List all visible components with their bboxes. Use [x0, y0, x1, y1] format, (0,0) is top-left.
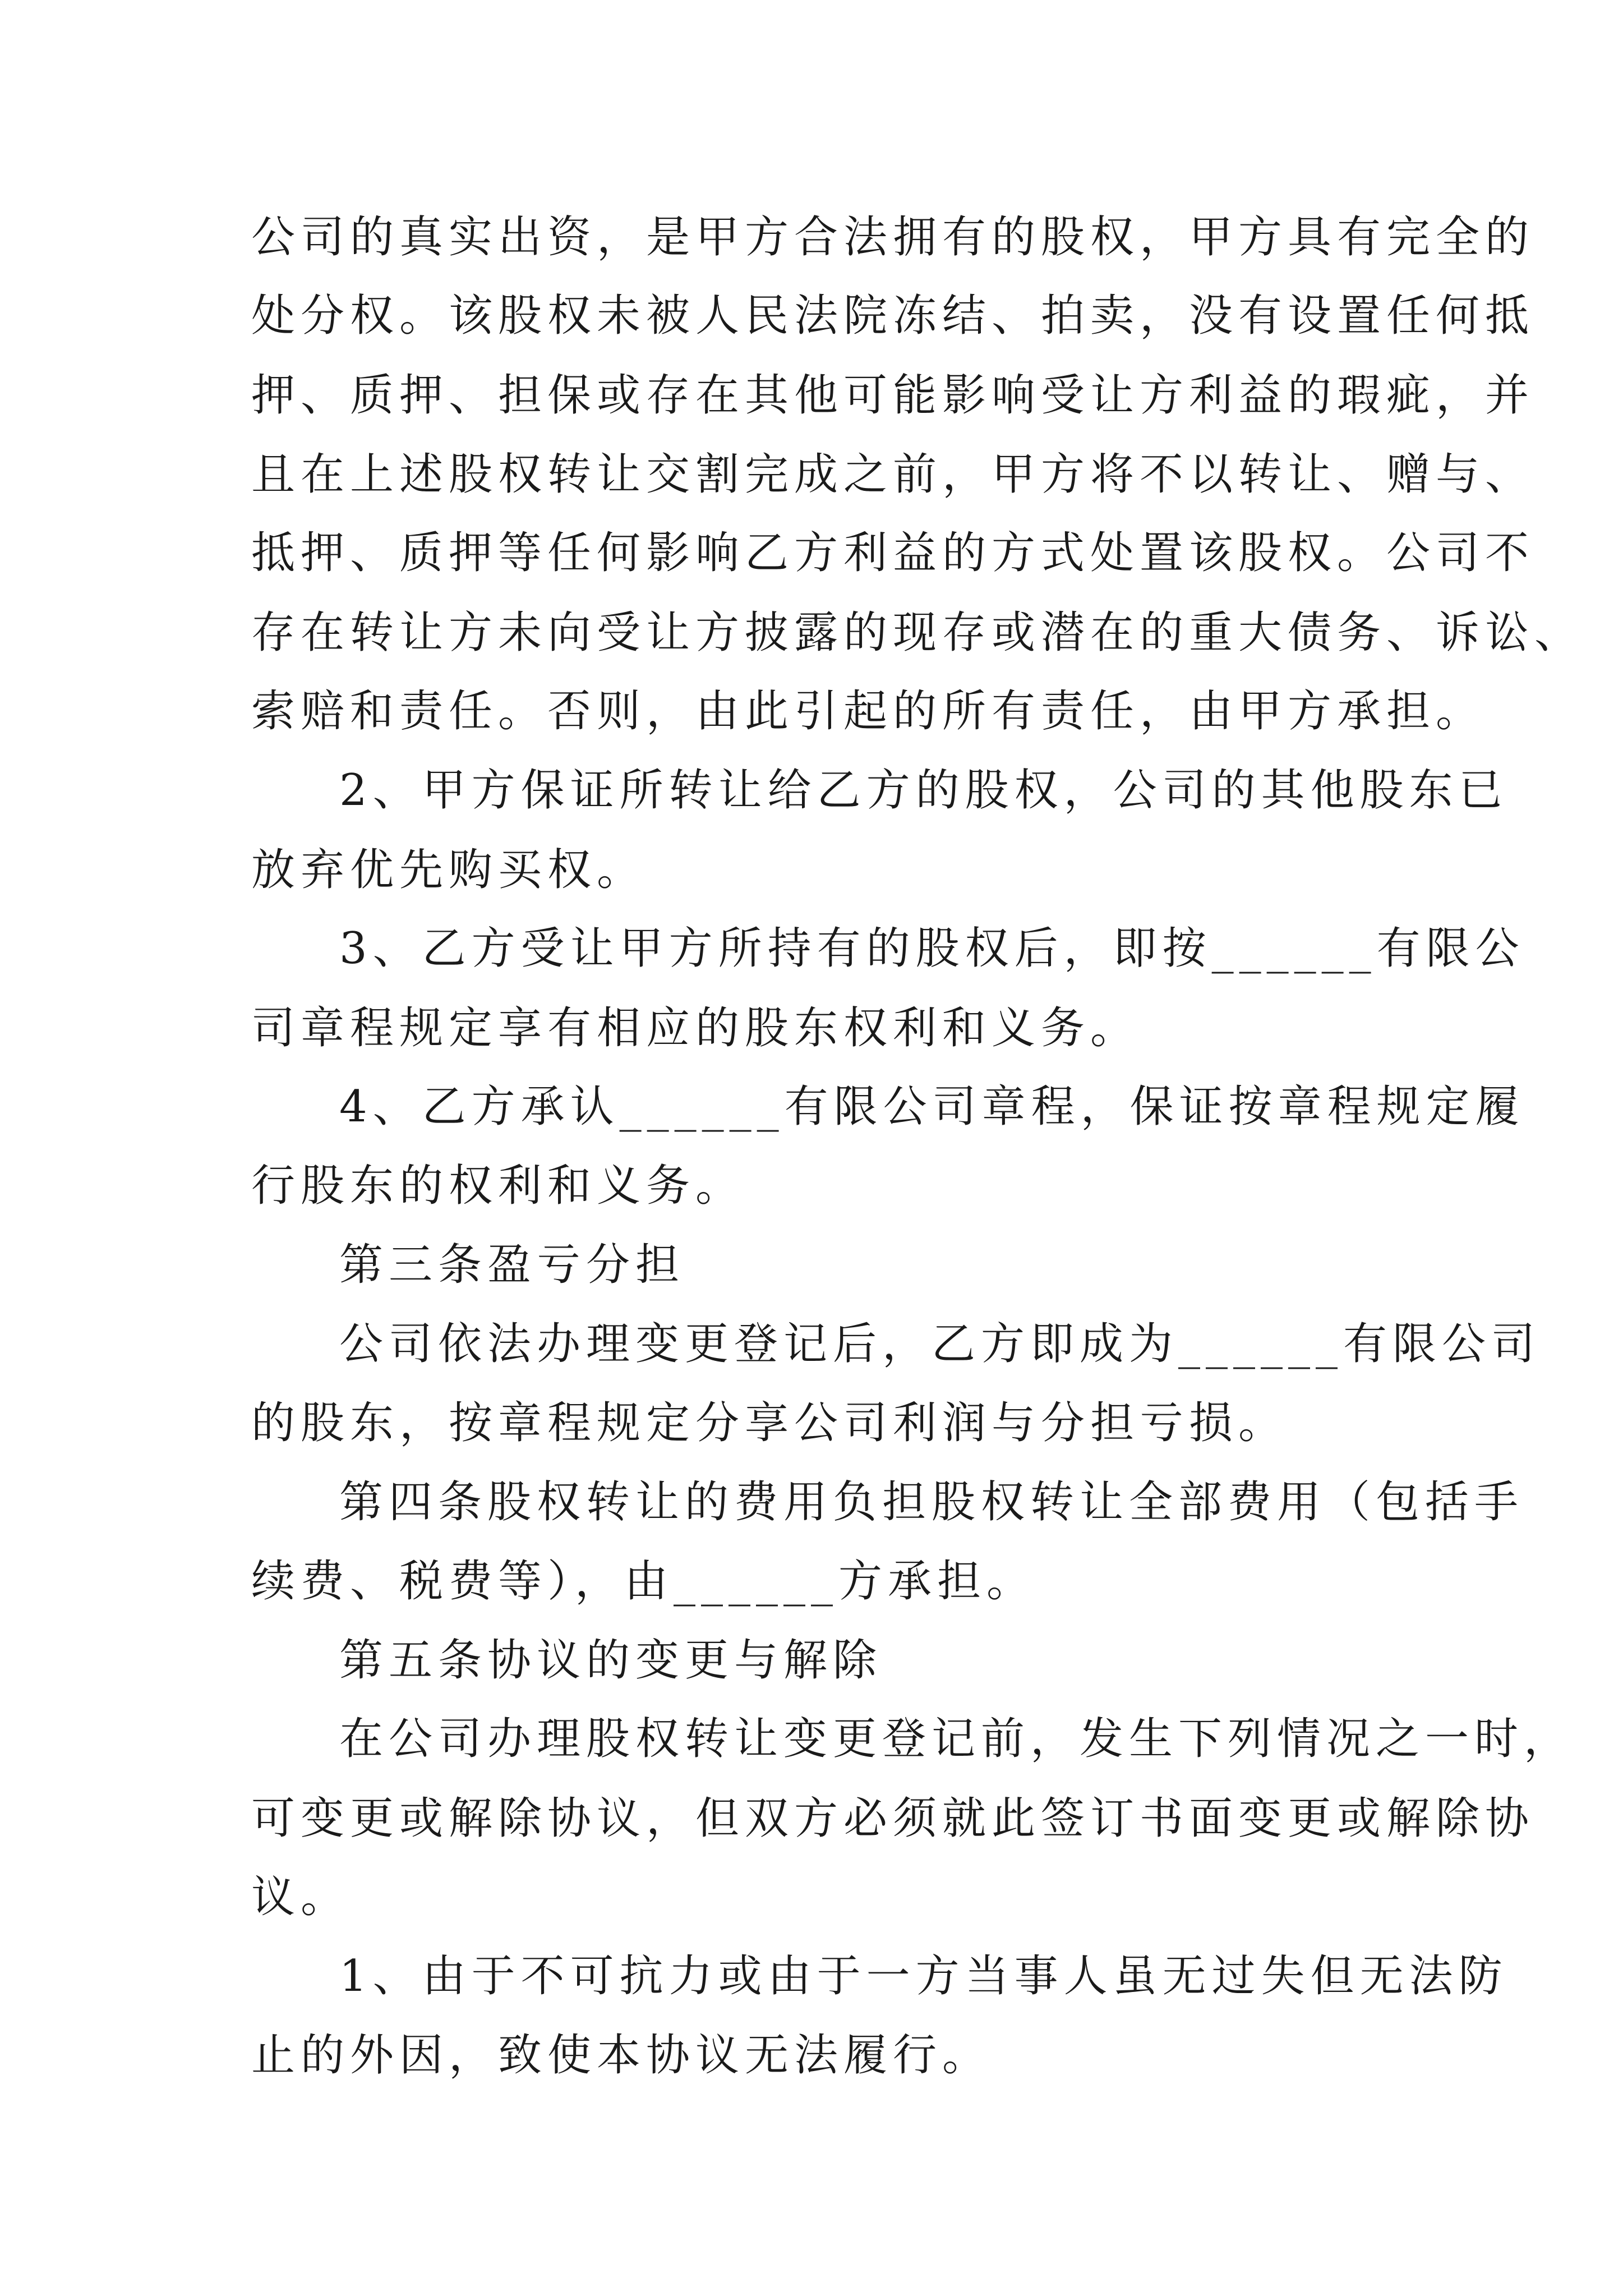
text-line: 放弃优先购买权。 [251, 845, 647, 895]
text-line: 在公司办理股权转让变更登记前，发生下列情况之一时， [339, 1714, 1574, 1764]
text-line: 1、由于不可抗力或由于一方当事人虽无过失但无法防 [339, 1951, 1508, 2001]
text-line: 可变更或解除协议，但双方必须就此签订书面变更或解除协 [251, 1793, 1535, 1844]
text-line: 存在转让方未向受让方披露的现存或潜在的重大债务、诉讼、 [251, 608, 1584, 658]
section-heading: 第三条盈亏分担 [339, 1240, 685, 1290]
text-line: 公司依法办理变更登记后，乙方即成为______有限公司 [339, 1319, 1541, 1369]
text-line: 司章程规定享有相应的股东权利和义务。 [251, 1003, 1140, 1053]
text-line: 的股东，按章程规定分享公司利润与分担亏损。 [251, 1398, 1288, 1448]
text-line: 押、质押、担保或存在其他可能影响受让方利益的瑕疵，并 [251, 370, 1535, 421]
text-line: 2、甲方保证所转让给乙方的股权，公司的其他股东已 [339, 765, 1508, 816]
section-heading: 第五条协议的变更与解除 [339, 1635, 883, 1686]
text-line: 续费、税费等），由______方承担。 [251, 1556, 1036, 1607]
text-line: 抵押、质押等任何影响乙方利益的方式处置该股权。公司不 [251, 528, 1535, 578]
text-line: 4、乙方承认______有限公司章程，保证按章程规定履 [339, 1082, 1525, 1132]
text-line: 议。 [251, 1872, 351, 1922]
text-line: 止的外因，致使本协议无法履行。 [251, 2030, 992, 2081]
text-line: 第四条股权转让的费用负担股权转让全部费用（包括手 [339, 1477, 1524, 1527]
text-line: 公司的真实出资，是甲方合法拥有的股权，甲方具有完全的 [251, 212, 1535, 263]
text-line: 3、乙方受让甲方所持有的股权后，即按______有限公 [339, 923, 1525, 974]
text-line: 且在上述股权转让交割完成之前，甲方将不以转让、赠与、 [251, 449, 1535, 500]
text-line: 索赔和责任。否则，由此引起的所有责任，由甲方承担。 [251, 686, 1486, 737]
text-line: 行股东的权利和义务。 [251, 1161, 745, 1211]
text-line: 处分权。该股权未被人民法院冻结、拍卖，没有设置任何抵 [251, 291, 1535, 341]
